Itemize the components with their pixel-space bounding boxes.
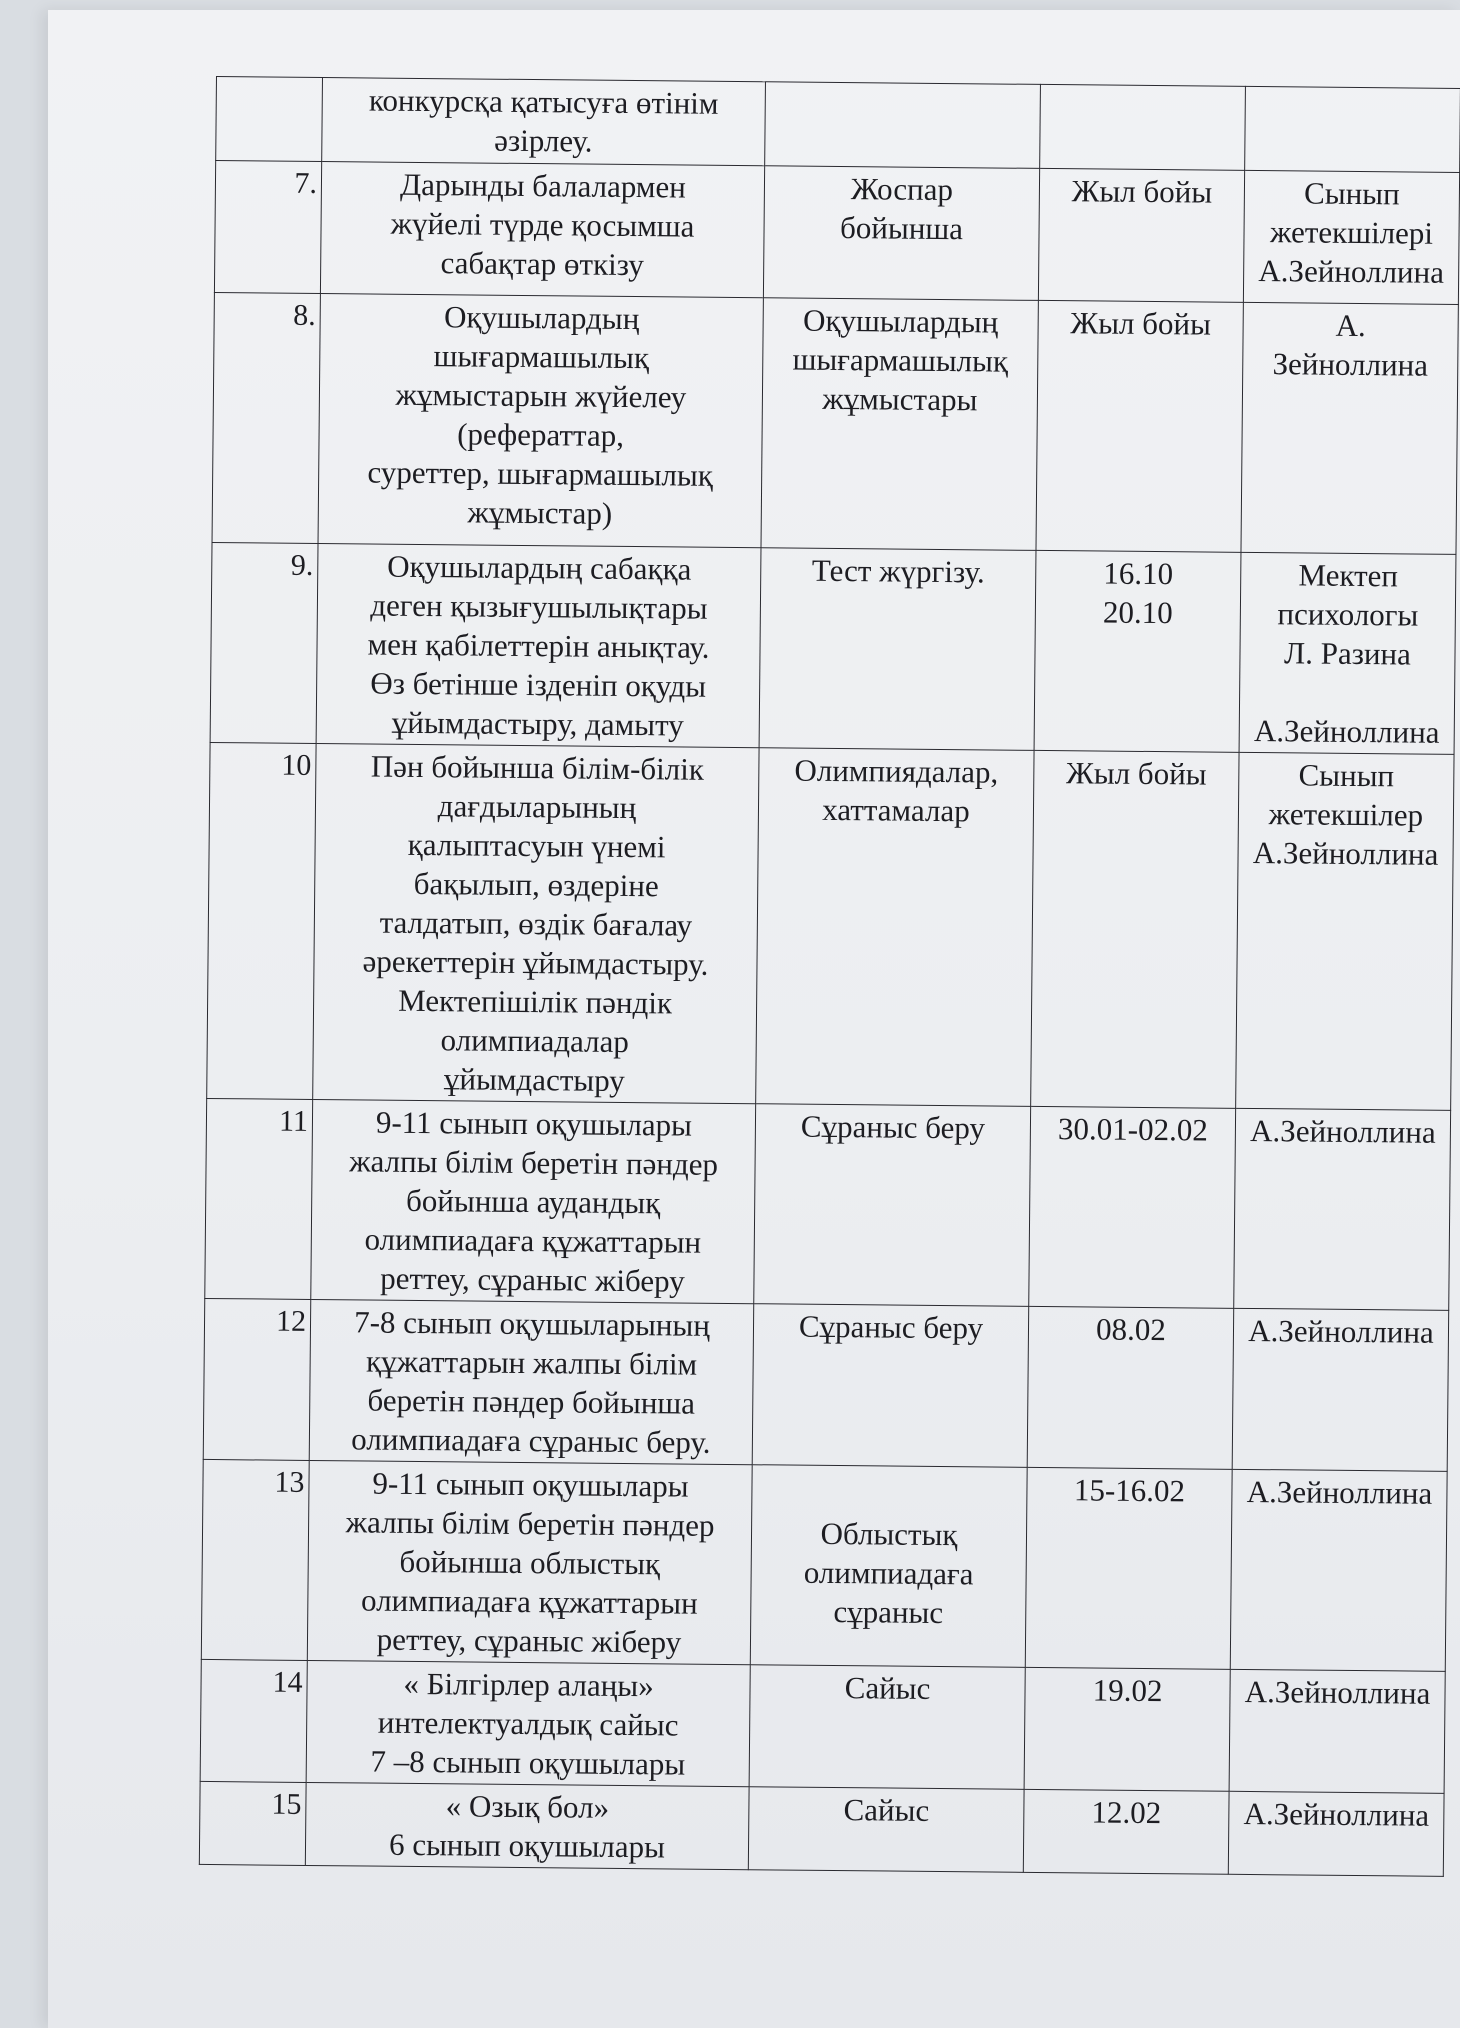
cell-num: 10 (207, 742, 316, 1099)
event-line: деген қызығушылықтары (370, 587, 708, 626)
responsible-line: А.Зейноллина (1246, 1473, 1433, 1511)
cell-form (750, 1465, 1027, 1668)
cell-form (756, 748, 1034, 1107)
event-line: жүйелі түрде қосымша (390, 205, 695, 244)
cell-num: 13 (201, 1459, 309, 1660)
responsible-line: Л. Разина (1283, 635, 1412, 672)
cell-date (1024, 1667, 1230, 1791)
event-line: ұйымдастыру (443, 1061, 625, 1098)
cell-form (749, 1665, 1025, 1790)
cell-event (322, 78, 766, 166)
table-row (214, 161, 1459, 305)
plan-table (199, 76, 1460, 1877)
cell-event (316, 544, 761, 748)
event-line: реттеу, сұраныс жіберу (380, 1260, 685, 1299)
cell-event (306, 1660, 750, 1786)
date-line: 30.01-02.02 (1057, 1111, 1209, 1148)
event-line: суреттер, шығармашылық (367, 454, 714, 493)
event-line: Өз бетінше ізденіп оқуды (370, 665, 707, 704)
cell-responsible (1236, 752, 1454, 1110)
form-line: Сайыс (843, 1792, 930, 1828)
date-line: Жыл бойы (1071, 173, 1213, 210)
cell-date (1038, 168, 1244, 302)
form-line: Тест жүргізу. (811, 552, 985, 590)
cell-date (1025, 1467, 1232, 1669)
event-line: « Озық бол» (445, 1788, 610, 1825)
cell-date (1029, 1106, 1236, 1308)
event-line: құжаттарын жалпы білім (365, 1343, 698, 1382)
cell-event (309, 1299, 754, 1464)
cell-responsible (1232, 1308, 1449, 1471)
cell-form (748, 1787, 1024, 1873)
event-line: олимпиадаға құжаттарын (360, 1582, 698, 1621)
responsible-line: А.Зейноллина (1248, 1312, 1434, 1350)
event-line: мен қабілеттерін анықтау. (367, 626, 710, 665)
cell-form (759, 548, 1036, 751)
event-line: дағдыларының (437, 788, 637, 826)
cell-num (216, 77, 323, 162)
table-row (207, 742, 1454, 1110)
event-line: жұмыстар) (467, 494, 613, 531)
event-line: шығармашылық (433, 338, 650, 376)
form-line: Сұраныс беру (800, 1108, 986, 1146)
event-line: олимпиадаға сұраныс беру. (351, 1421, 711, 1460)
event-line: жалпы білім беретін пәндер (349, 1143, 719, 1182)
cell-date (1031, 750, 1239, 1108)
responsible-line: А.Зейноллина (1258, 253, 1445, 290)
form-line: Сұраныс беру (798, 1308, 984, 1346)
responsible-line: А.Зейноллина (1244, 1673, 1431, 1711)
cell-num: 14 (200, 1659, 307, 1782)
table-row (210, 542, 1456, 754)
responsible-line: психологы (1277, 596, 1419, 633)
table-row (201, 1459, 1447, 1671)
document-sheet (198, 76, 1459, 1914)
cell-form (763, 166, 1039, 301)
table-row (216, 77, 1460, 173)
date-line: Жыл бойы (1070, 305, 1212, 342)
date-line: Жыл бойы (1065, 755, 1207, 792)
event-line: әрекеттерін ұйымдастыру. (362, 943, 709, 982)
cell-responsible (1241, 302, 1458, 554)
table-row (200, 1659, 1445, 1793)
cell-responsible (1228, 1791, 1444, 1876)
date-line: 19.02 (1092, 1672, 1163, 1709)
form-line: шығармашылық (792, 341, 1009, 379)
cell-date (1023, 1789, 1229, 1874)
form-line: Оқушылардың (802, 302, 999, 340)
event-line: интелектуалдық сайыс (377, 1704, 679, 1743)
event-line: « Білгірлер алаңы» (403, 1665, 654, 1704)
event-line: реттеу, сұраныс жіберу (376, 1621, 682, 1660)
cell-form (765, 82, 1041, 169)
event-line: бойынша облыстық (399, 1543, 661, 1582)
cell-event (305, 1782, 749, 1869)
event-line: (рефераттар, (457, 416, 625, 453)
table-row (203, 1298, 1448, 1471)
event-line: конкурсқа қатысуға өтінім (368, 82, 719, 121)
cell-num: 9. (210, 542, 318, 743)
responsible-line: Сынып (1298, 757, 1395, 794)
cell-responsible (1234, 1108, 1451, 1310)
event-line: Дарынды балалармен (399, 166, 686, 205)
form-line: сұраныс (833, 1593, 944, 1631)
responsible-line: жетекшілері (1269, 214, 1434, 251)
date-line: 08.02 (1095, 1311, 1167, 1348)
responsible-line: А.Зейноллина (1243, 1795, 1430, 1833)
form-line: жұмыстары (822, 380, 978, 418)
cell-event (318, 294, 763, 548)
event-line: сабақтар өткізу (440, 245, 645, 283)
cell-form (754, 1104, 1031, 1307)
cell-num: 11 (205, 1098, 313, 1299)
event-line: бойынша аудандық (405, 1182, 661, 1221)
event-line: Оқушылардың (443, 299, 640, 337)
responsible-line: А. (1335, 307, 1366, 344)
form-line: бойынша (839, 209, 964, 247)
cell-num: 8. (212, 292, 320, 543)
form-line: Олимпиядалар, (794, 752, 999, 790)
event-line: беретін пәндер бойынша (367, 1382, 696, 1421)
date-line: 16.10 (1103, 555, 1174, 592)
form-line: Жоспар (850, 171, 954, 208)
event-line: бақылып, өздеріне (413, 865, 659, 904)
cell-num: 7. (214, 161, 321, 294)
event-line: 6 сынып оқушылары (388, 1826, 666, 1865)
event-line: жалпы білім беретін пәндер (345, 1504, 715, 1543)
cell-date (1034, 550, 1241, 752)
event-line: Пән бойынша білім-білік (370, 748, 705, 787)
event-line: олимпиадаға құжаттарын (364, 1221, 702, 1260)
responsible-line: Зейноллина (1272, 346, 1429, 383)
form-line: Облыстық (820, 1515, 958, 1553)
event-line: олимпиадалар (440, 1022, 630, 1060)
event-line: әзірлеу. (494, 122, 593, 159)
cell-date (1040, 84, 1246, 170)
form-line: Сайыс (844, 1670, 931, 1706)
cell-responsible (1239, 552, 1456, 754)
table-row (205, 1098, 1451, 1310)
event-line: 7-8 сынып оқушыларының (354, 1304, 711, 1343)
event-line: 9-11 сынып оқушылары (375, 1104, 693, 1143)
cell-responsible (1230, 1469, 1447, 1671)
table-row (199, 1781, 1444, 1876)
responsible-line: А.Зейноллина (1253, 712, 1440, 750)
cell-event (320, 162, 764, 298)
event-line: жұмыстарын жүйелеу (395, 376, 687, 415)
date-line: 20.10 (1102, 594, 1173, 631)
event-line: талдатып, өздік бағалау (379, 904, 693, 943)
responsible-line (1246, 672, 1448, 713)
cell-responsible (1245, 86, 1460, 172)
cell-event (311, 1099, 756, 1303)
responsible-line: Мектеп (1298, 557, 1399, 594)
cell-responsible (1229, 1669, 1445, 1793)
event-line: ұйымдастыру, дамыту (391, 704, 684, 743)
paper-page (48, 10, 1460, 2028)
event-line: 9-11 сынып оқушылары (372, 1465, 689, 1504)
responsible-line: А.Зейноллина (1252, 834, 1439, 872)
responsible-line: жетекшілер (1268, 796, 1424, 833)
cell-num: 15 (199, 1781, 306, 1865)
cell-responsible (1243, 170, 1459, 304)
date-line: 12.02 (1091, 1794, 1162, 1831)
event-line: 7 –8 сынып оқушылары (370, 1743, 686, 1782)
cell-num: 12 (203, 1298, 311, 1460)
event-line: Оқушылардың сабаққа (387, 548, 692, 587)
cell-event (313, 743, 759, 1103)
plan-table-body (199, 77, 1460, 1877)
date-line: 15-16.02 (1073, 1472, 1186, 1509)
event-line: қалыптасуын үнемі (407, 826, 666, 865)
cell-date (1027, 1306, 1234, 1469)
event-line: Мектепішілік пәндік (398, 982, 673, 1021)
table-row (212, 292, 1458, 554)
responsible-line: А.Зейноллина (1249, 1112, 1436, 1150)
responsible-line: Сынып (1303, 175, 1400, 212)
cell-form (761, 298, 1038, 551)
cell-date (1036, 300, 1243, 552)
form-line: хаттамалар (822, 791, 970, 829)
form-line: олимпиадаға (803, 1554, 974, 1592)
cell-event (307, 1460, 752, 1664)
cell-form (752, 1304, 1029, 1468)
